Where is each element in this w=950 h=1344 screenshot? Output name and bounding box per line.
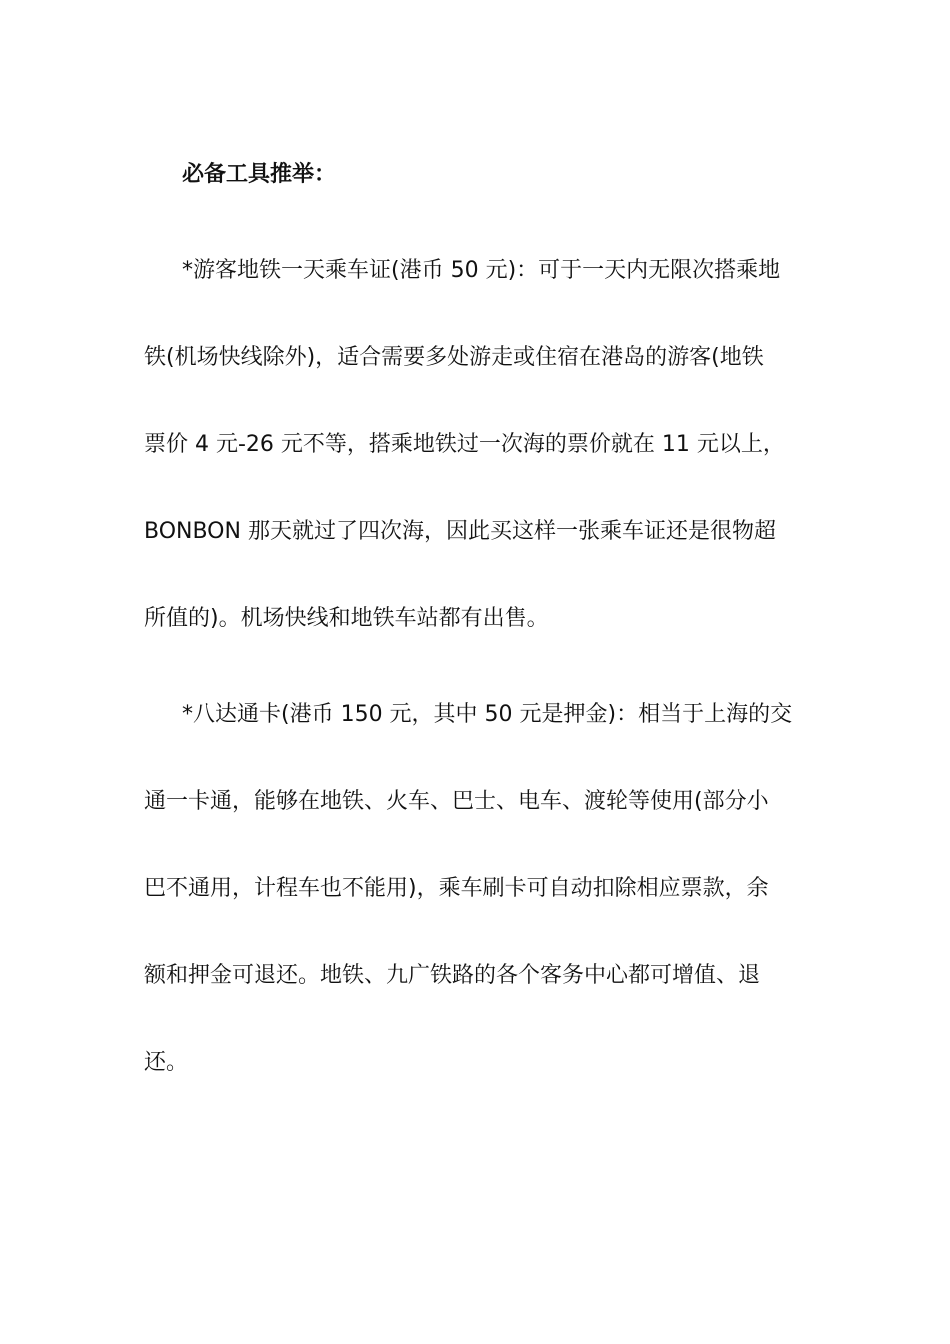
- document-heading: 必备工具推举：: [182, 162, 337, 187]
- paragraph-line: 铁(机场快线除外)，适合需要多处游走或住宿在港岛的游客(地铁: [144, 345, 764, 370]
- paragraph-line: 还。: [144, 1050, 189, 1075]
- paragraph-line: 通一卡通，能够在地铁、火车、巴士、电车、渡轮等使用(部分小: [144, 789, 769, 814]
- paragraph-line: 巴不通用，计程车也不能用)，乘车刷卡可自动扣除相应票款，余: [144, 876, 769, 901]
- paragraph-line: 所值的)。机场快线和地铁车站都有出售。: [144, 606, 549, 631]
- paragraph-line: BONBON 那天就过了四次海，因此买这样一张乘车证还是很物超: [144, 519, 776, 544]
- paragraph-line: *八达通卡(港币 150 元，其中 50 元是押金)：相当于上海的交: [182, 702, 793, 727]
- paragraph-line: *游客地铁一天乘车证(港币 50 元)：可于一天内无限次搭乘地: [182, 258, 781, 283]
- paragraph-line: 票价 4 元-26 元不等，搭乘地铁过一次海的票价就在 11 元以上，: [144, 432, 785, 457]
- paragraph-line: 额和押金可退还。地铁、九广铁路的各个客务中心都可增值、退: [144, 963, 761, 988]
